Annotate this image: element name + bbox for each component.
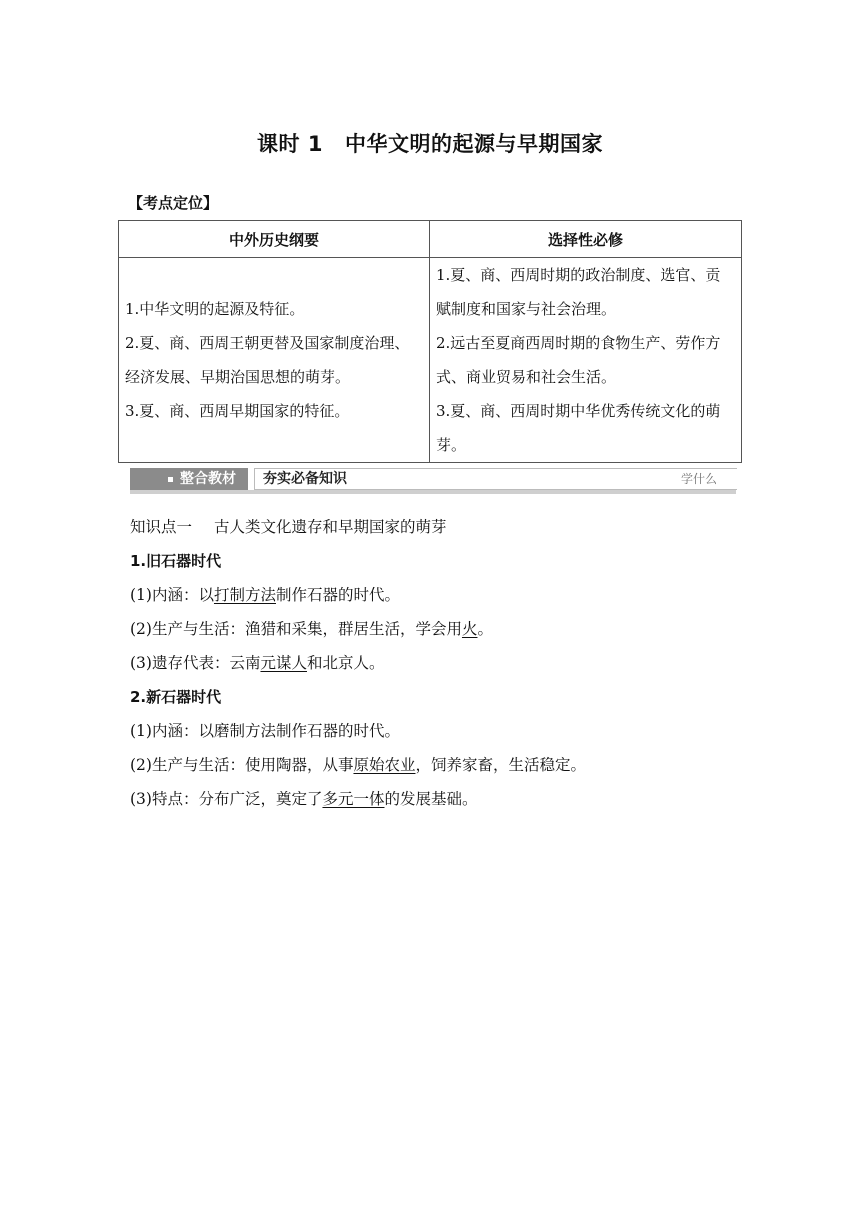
list-item: 2.远古至夏商西周时期的食物生产、劳作方式、商业贸易和社会生活。 bbox=[436, 334, 721, 386]
banner-main-label: 夯实必备知识 bbox=[263, 471, 347, 487]
curriculum-table bbox=[118, 220, 742, 463]
lesson-title bbox=[0, 128, 860, 158]
answer-underline: 打制方法 bbox=[213, 586, 276, 604]
table-cell-bixiu bbox=[430, 258, 742, 463]
table-header-gangyao: 中外历史纲要 bbox=[119, 221, 430, 258]
table-row bbox=[119, 258, 742, 463]
list-item: 3.夏、商、西周时期中华优秀传统文化的萌芽。 bbox=[436, 402, 721, 454]
list-item: (2)生产与生活：使用陶器，从事原始农业，饲养家畜，生活稳定。 bbox=[130, 756, 586, 774]
banner-side-label: 学什么 bbox=[680, 472, 717, 486]
table-header-row bbox=[119, 221, 742, 258]
banner-main bbox=[254, 468, 737, 490]
list-item: (1)内涵：以磨制方法制作石器的时代。 bbox=[130, 722, 400, 740]
list-item: 1.中华文明的起源及特征。 bbox=[125, 300, 305, 318]
banner-tag bbox=[130, 468, 248, 490]
list-item: (1)内涵：以打制方法制作石器的时代。 bbox=[130, 586, 400, 604]
banner-tag-label: 整合教材 bbox=[180, 471, 236, 487]
list-item: 1.夏、商、西周时期的政治制度、选官、贡赋制度和国家与社会治理。 bbox=[436, 266, 721, 318]
section-label-kaodian: 【考点定位】 bbox=[128, 194, 219, 212]
list-item: 2.夏、商、西周王朝更替及国家制度治理、经济发展、早期治国思想的萌芽。 bbox=[125, 334, 410, 386]
lesson-number: 课时 1 bbox=[257, 132, 323, 156]
answer-underline: 原始农业 bbox=[353, 756, 416, 774]
list-item: (2)生产与生活：渔猎和采集，群居生活，学会用火。 bbox=[130, 620, 493, 638]
answer-underline: 火 bbox=[461, 620, 478, 638]
knowledge-point-text: 古人类文化遗存和早期国家的萌芽 bbox=[214, 518, 447, 536]
knowledge-point-title bbox=[130, 510, 740, 544]
list-item: (3)特点：分布广泛，奠定了多元一体的发展基础。 bbox=[130, 790, 478, 808]
list-item: (3)遗存代表：云南元谋人和北京人。 bbox=[130, 654, 385, 672]
knowledge-content bbox=[130, 510, 740, 816]
table-header-bixiu: 选择性必修 bbox=[430, 221, 742, 258]
square-bullet-icon bbox=[168, 477, 173, 482]
section-heading: 1.旧石器时代 bbox=[130, 552, 222, 570]
section-heading: 2.新石器时代 bbox=[130, 688, 222, 706]
banner-underline bbox=[130, 490, 736, 494]
answer-underline: 元谋人 bbox=[260, 654, 307, 672]
knowledge-point-label: 知识点一 bbox=[130, 518, 193, 536]
lesson-title-text: 中华文明的起源与早期国家 bbox=[344, 132, 603, 156]
list-item: 3.夏、商、西周早期国家的特征。 bbox=[125, 402, 350, 420]
table-cell-gangyao bbox=[119, 258, 430, 463]
answer-underline: 多元一体 bbox=[322, 790, 385, 808]
section-banner bbox=[130, 466, 736, 494]
